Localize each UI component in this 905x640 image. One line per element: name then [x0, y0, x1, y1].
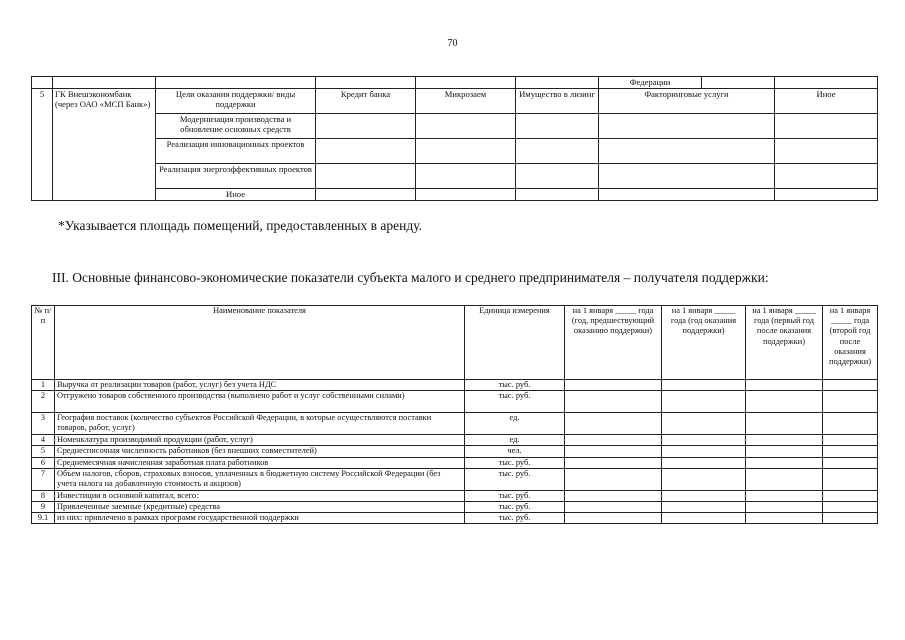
row-value-period-3 — [746, 468, 823, 490]
support-table — [31, 76, 878, 201]
row-value-period-2 — [662, 490, 746, 501]
col-header-num: № п/п — [32, 306, 55, 380]
row-unit: тыс. руб. — [465, 490, 565, 501]
purpose-label: Реализация энергоэффективных проектов — [156, 163, 316, 188]
row-value-period-2 — [662, 380, 746, 391]
row-indicator-name: Выручка от реализации товаров (работ, услуг) без учета НДС — [55, 380, 465, 391]
row-value-period-4 — [823, 435, 878, 446]
table-row — [32, 446, 878, 457]
row-unit: чел. — [465, 446, 565, 457]
purpose-row — [32, 138, 878, 163]
col-header-period-2: на 1 января _____ года (год оказания поддержки) — [662, 306, 746, 380]
row-number: 6 — [32, 457, 55, 468]
row-value-period-1 — [565, 502, 662, 513]
row-value-period-2 — [662, 391, 746, 413]
footnote: *Указывается площадь помещений, предоставленных в аренду. — [58, 218, 422, 233]
org-number: 5 — [32, 88, 53, 200]
row-indicator-name: Объем налогов, сборов, страховых взносов, уплаченных в бюджетную систему Российской Федерации (без учета налога на добавленную стоимость и акцизов) — [55, 468, 465, 490]
indicators-header-row — [32, 306, 878, 380]
row-value-period-2 — [662, 435, 746, 446]
row-value-period-3 — [746, 413, 823, 435]
row-value-period-1 — [565, 457, 662, 468]
row-indicator-name: География поставок (количество субъектов Российской Федерации, в которые осуществляются поставки товаров, работ, услуг) — [55, 413, 465, 435]
row-unit: тыс. руб. — [465, 380, 565, 391]
row-number: 1 — [32, 380, 55, 391]
row-value-period-3 — [746, 457, 823, 468]
row-indicator-name: Отгружено товаров собственного производства (выполнено работ и услуг собственными силами) — [55, 391, 465, 413]
row-indicator-name: Среднесписочная численность работников (без внешних совместителей) — [55, 446, 465, 457]
purpose-row — [32, 163, 878, 188]
row-number: 3 — [32, 413, 55, 435]
row-unit: тыс. руб. — [465, 391, 565, 413]
col-header-period-3: на 1 января _____ года (первый год после оказания поддержки) — [746, 306, 823, 380]
row-unit: ед. — [465, 413, 565, 435]
section-title: III. Основные финансово-экономические показатели субъекта малого и среднего предпринимателя – получателя поддержки: — [52, 270, 769, 285]
purpose-row — [32, 113, 878, 138]
table-row — [32, 502, 878, 513]
table-row — [32, 435, 878, 446]
col-header-unit: Единица измерения — [465, 306, 565, 380]
purpose-label: Иное — [156, 188, 316, 200]
row-value-period-4 — [823, 490, 878, 501]
row-value-period-1 — [565, 446, 662, 457]
row-indicator-name: Среднемесячная начисленная заработная плата работников — [55, 457, 465, 468]
row-unit: тыс. руб. — [465, 513, 565, 524]
row-value-period-3 — [746, 380, 823, 391]
row-indicator-name: из них: привлечено в рамках программ государственной поддержки — [55, 513, 465, 524]
purpose-label: Реализация инновационных проектов — [156, 138, 316, 163]
row-value-period-1 — [565, 513, 662, 524]
page-number: 70 — [447, 38, 458, 49]
row-value-period-3 — [746, 391, 823, 413]
col-header-leasing: Имущество в лизинг — [516, 88, 599, 113]
row-unit: тыс. руб. — [465, 468, 565, 490]
row-value-period-4 — [823, 502, 878, 513]
row-number: 2 — [32, 391, 55, 413]
row-value-period-2 — [662, 502, 746, 513]
table-row — [32, 391, 878, 413]
row-number: 9.1 — [32, 513, 55, 524]
row-value-period-4 — [823, 391, 878, 413]
row-value-period-2 — [662, 446, 746, 457]
row-value-period-3 — [746, 502, 823, 513]
row-unit: тыс. руб. — [465, 457, 565, 468]
row-unit: ед. — [465, 435, 565, 446]
row-number: 8 — [32, 490, 55, 501]
row-number: 7 — [32, 468, 55, 490]
row-value-period-3 — [746, 490, 823, 501]
row-indicator-name: Привлеченные заемные (кредитные) средства — [55, 502, 465, 513]
row-value-period-1 — [565, 413, 662, 435]
col-header-period-1: на 1 января _____ года (год, предшествующий оказанию поддержки) — [565, 306, 662, 380]
row-indicator-name: Номенклатура производимой продукции (работ, услуг) — [55, 435, 465, 446]
col-header-name: Наименование показателя — [55, 306, 465, 380]
row-value-period-4 — [823, 413, 878, 435]
row-value-period-1 — [565, 490, 662, 501]
row-value-period-4 — [823, 468, 878, 490]
row-value-period-3 — [746, 435, 823, 446]
row-value-period-2 — [662, 513, 746, 524]
top-row-fragment: Федерации — [599, 77, 702, 89]
col-header-factoring: Факторинговые услуги — [599, 88, 775, 113]
row-value-period-1 — [565, 391, 662, 413]
table-row — [32, 413, 878, 435]
row-number: 9 — [32, 502, 55, 513]
table-row — [32, 468, 878, 490]
indicators-body — [32, 380, 878, 524]
col-header-period-4: на 1 января _____ года (второй год после оказания поддержки) — [823, 306, 878, 380]
table-row — [32, 380, 878, 391]
table-row — [32, 457, 878, 468]
row-number: 4 — [32, 435, 55, 446]
col-header-credit: Кредит банка — [316, 88, 416, 113]
row-value-period-4 — [823, 457, 878, 468]
row-value-period-3 — [746, 446, 823, 457]
table-row — [32, 513, 878, 524]
row-value-period-2 — [662, 457, 746, 468]
row-value-period-1 — [565, 435, 662, 446]
row-number: 5 — [32, 446, 55, 457]
row-value-period-4 — [823, 446, 878, 457]
row-value-period-2 — [662, 468, 746, 490]
row-value-period-4 — [823, 380, 878, 391]
row-value-period-1 — [565, 468, 662, 490]
purpose-row — [32, 188, 878, 200]
row-value-period-3 — [746, 513, 823, 524]
indicators-table — [31, 305, 878, 524]
purpose-label: Модернизация производства и обновление основных средств — [156, 113, 316, 138]
col-header-other: Иное — [775, 88, 878, 113]
row-value-period-4 — [823, 513, 878, 524]
support-table-header-row — [32, 88, 878, 113]
row-indicator-name: Инвестиции в основной капитал, всего: — [55, 490, 465, 501]
row-value-period-2 — [662, 413, 746, 435]
col-header-microloan: Микрозаем — [416, 88, 516, 113]
support-table-top-row — [32, 77, 878, 89]
row-unit: тыс. руб. — [465, 502, 565, 513]
purpose-header: Цели оказания поддержки/ виды поддержки — [156, 88, 316, 113]
table-row — [32, 490, 878, 501]
row-value-period-1 — [565, 380, 662, 391]
org-name: ГК Внешэкономбанк (через ОАО «МСП Банк») — [53, 88, 156, 200]
